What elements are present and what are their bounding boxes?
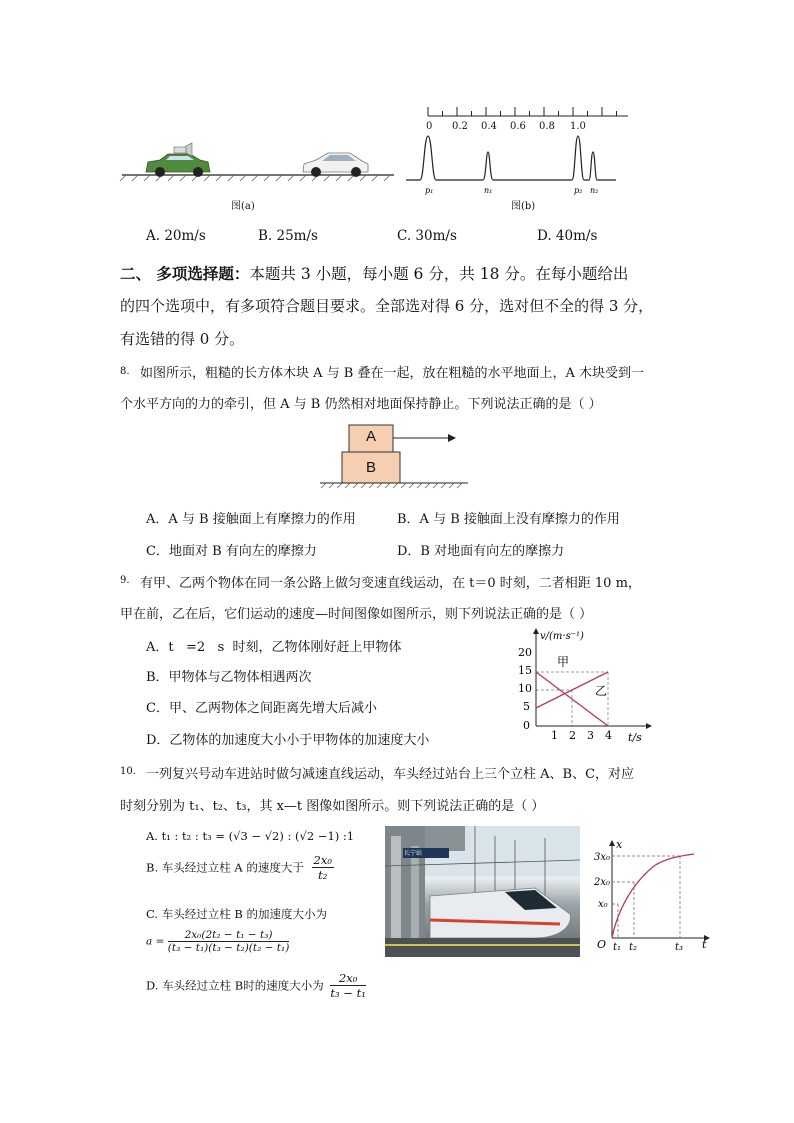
q8-option-d[interactable]: D．B 对地面有向左的摩擦力 bbox=[397, 544, 565, 559]
q10-option-d-text: D. 车头经过立柱 B时的速度大小为 bbox=[146, 978, 324, 993]
q10-option-b-text: B. 车头经过立柱 A 的速度大于 bbox=[146, 860, 304, 875]
q10-line2: 时刻分别为 t₁、t₂、t₃，其 x—t 图像如图所示。则下列说法正确的是（ ） bbox=[120, 799, 545, 814]
section2-line2: 的四个选项中，有多项符合题目要求。全部选对得 6 分，选对但不全的得 3 分， bbox=[120, 297, 654, 315]
block-a-label: A bbox=[366, 428, 377, 445]
q7-option-d[interactable]: D. 40m/s bbox=[537, 228, 598, 244]
q9-line2: 甲在前，乙在后，它们运动的速度—时间图像如图所示，则下列说法正确的是（ ） bbox=[120, 607, 593, 622]
figure-b-pulses bbox=[398, 102, 633, 197]
xt-ylabel-3x0: 3x₀ bbox=[594, 852, 611, 863]
section2-line1 bbox=[120, 262, 628, 284]
section2-heading: 二、 多项选择题： bbox=[120, 265, 250, 283]
q10-c-frac-den: (t₃ − t₁)(t₃ − t₂)(t₂ − t₁) bbox=[167, 942, 290, 954]
q10-option-d[interactable] bbox=[146, 971, 366, 1000]
q9-option-b[interactable]: B．甲物体与乙物体相遇两次 bbox=[146, 670, 312, 685]
train-station-photo bbox=[385, 826, 580, 957]
tick-0-4: 0.4 bbox=[481, 121, 497, 132]
vt-xtick-4: 4 bbox=[605, 729, 612, 742]
xt-xaxis-label: t bbox=[702, 938, 707, 951]
vt-ytick-5: 5 bbox=[523, 700, 530, 713]
figure-b-caption: 图(b) bbox=[511, 201, 536, 212]
vt-xtick-1: 1 bbox=[551, 729, 558, 742]
q10-line1: 一列复兴号动车进站时做匀减速直线运动，车头经过站台上三个立柱 A、B、C，对应 bbox=[146, 767, 635, 782]
pulse-label-n1: n₁ bbox=[484, 186, 493, 195]
q9-velocity-time-graph bbox=[506, 626, 656, 746]
q9-option-c[interactable]: C．甲、乙两物体之间距离先增大后减小 bbox=[146, 701, 377, 716]
q9-number: 9. bbox=[120, 575, 130, 586]
q10-c-frac-num: 2x₀(2t₂ − t₁ − t₃) bbox=[168, 929, 290, 942]
tick-0-2: 0.2 bbox=[452, 121, 468, 132]
vt-label-yi: 乙 bbox=[595, 684, 608, 698]
xt-ylabel-2x0: 2x₀ bbox=[594, 877, 611, 888]
xt-origin: O bbox=[597, 938, 607, 951]
xt-xlabel-t1: t₁ bbox=[613, 942, 622, 953]
vt-xlabel: t/s bbox=[628, 731, 642, 744]
q8-option-c[interactable]: C．地面对 B 有向左的摩擦力 bbox=[146, 544, 317, 559]
vt-ytick-20: 20 bbox=[518, 646, 532, 659]
q10-option-b[interactable] bbox=[146, 853, 334, 882]
vt-ytick-10: 10 bbox=[518, 682, 532, 695]
vt-label-jia: 甲 bbox=[557, 655, 570, 669]
q10-option-c[interactable]: C. 车头经过立柱 B 的加速度大小为 bbox=[146, 907, 327, 921]
q10-b-frac-den: t₂ bbox=[318, 868, 328, 882]
station-sign: 长宁站 bbox=[404, 850, 423, 857]
section2-line3: 有选错的得 0 分。 bbox=[120, 330, 245, 348]
vt-ylabel: v/(m·s⁻¹) bbox=[540, 631, 584, 642]
pulse-label-p1: p₁ bbox=[425, 186, 434, 195]
police-car-icon bbox=[146, 143, 210, 177]
tick-0-8: 0.8 bbox=[539, 121, 555, 132]
tick-0: 0 bbox=[426, 121, 433, 132]
vt-ytick-15: 15 bbox=[518, 664, 532, 677]
block-b-label: B bbox=[366, 459, 377, 476]
q8-number: 8. bbox=[120, 366, 130, 377]
q7-option-b[interactable]: B. 25m/s bbox=[258, 228, 318, 244]
xt-yaxis-label: x bbox=[616, 838, 623, 851]
q10-d-frac-num: 2x₀ bbox=[330, 971, 365, 986]
q10-option-c-formula bbox=[146, 929, 289, 954]
q10-c-lhs: a = bbox=[146, 935, 165, 948]
q10-option-d-fraction bbox=[330, 971, 365, 1000]
pulse-label-n2: n₂ bbox=[590, 186, 599, 195]
figure-a-caption: 图(a) bbox=[231, 201, 255, 212]
q10-d-frac-den: t₃ − t₁ bbox=[330, 986, 366, 1000]
xt-xlabel-t2: t₂ bbox=[629, 942, 638, 953]
vt-ytick-0: 0 bbox=[523, 719, 530, 732]
section2-text1: 本题共 3 小题，每小题 6 分，共 18 分。在每小题给出 bbox=[249, 265, 629, 283]
q10-position-time-graph bbox=[594, 838, 714, 954]
q8-line2: 个水平方向的力的牵引，但 A 与 B 仍然相对地面保持静止。下列说法正确的是（ ） bbox=[120, 397, 602, 412]
vt-xtick-2: 2 bbox=[569, 729, 576, 742]
tick-1-0: 1.0 bbox=[570, 121, 586, 132]
q10-number: 10. bbox=[120, 766, 136, 777]
q9-option-a[interactable]: A．t =2 s 时刻，乙物体刚好赶上甲物体 bbox=[146, 640, 402, 655]
q8-option-a[interactable]: A．A 与 B 接触面上有摩擦力的作用 bbox=[146, 512, 356, 527]
q8-option-b[interactable]: B．A 与 B 接触面上没有摩擦力的作用 bbox=[397, 512, 620, 527]
q8-blocks-figure bbox=[318, 420, 478, 492]
q10-b-frac-num: 2x₀ bbox=[313, 853, 332, 867]
white-car-icon bbox=[303, 153, 368, 177]
q10-option-b-fraction bbox=[312, 853, 334, 882]
q7-option-a[interactable]: A. 20m/s bbox=[146, 228, 206, 244]
q7-option-c[interactable]: C. 30m/s bbox=[397, 228, 457, 244]
q10-option-a[interactable]: A. t₁ : t₂ : t₃ = (√3 − √2) : (√2 −1) :1 bbox=[146, 829, 355, 843]
q10-c-fraction bbox=[168, 929, 290, 954]
xt-xlabel-t3: t₃ bbox=[675, 942, 684, 953]
q9-option-d[interactable]: D．乙物体的加速度大小小于甲物体的加速度大小 bbox=[146, 733, 430, 748]
tick-0-6: 0.6 bbox=[510, 121, 526, 132]
xt-ylabel-x0: x₀ bbox=[598, 899, 608, 910]
figure-a-cars bbox=[118, 120, 398, 215]
vt-xtick-3: 3 bbox=[587, 729, 594, 742]
q9-line1: 有甲、乙两个物体在同一条公路上做匀变速直线运动，在 t＝0 时刻，二者相距 10 m， bbox=[140, 576, 641, 591]
train-photo-drawing bbox=[385, 826, 580, 957]
q8-line1: 如图所示，粗糙的长方体木块 A 与 B 叠在一起，放在粗糙的水平地面上，A 木块受到一 bbox=[140, 366, 644, 381]
pulse-label-p2: p₂ bbox=[574, 186, 583, 195]
